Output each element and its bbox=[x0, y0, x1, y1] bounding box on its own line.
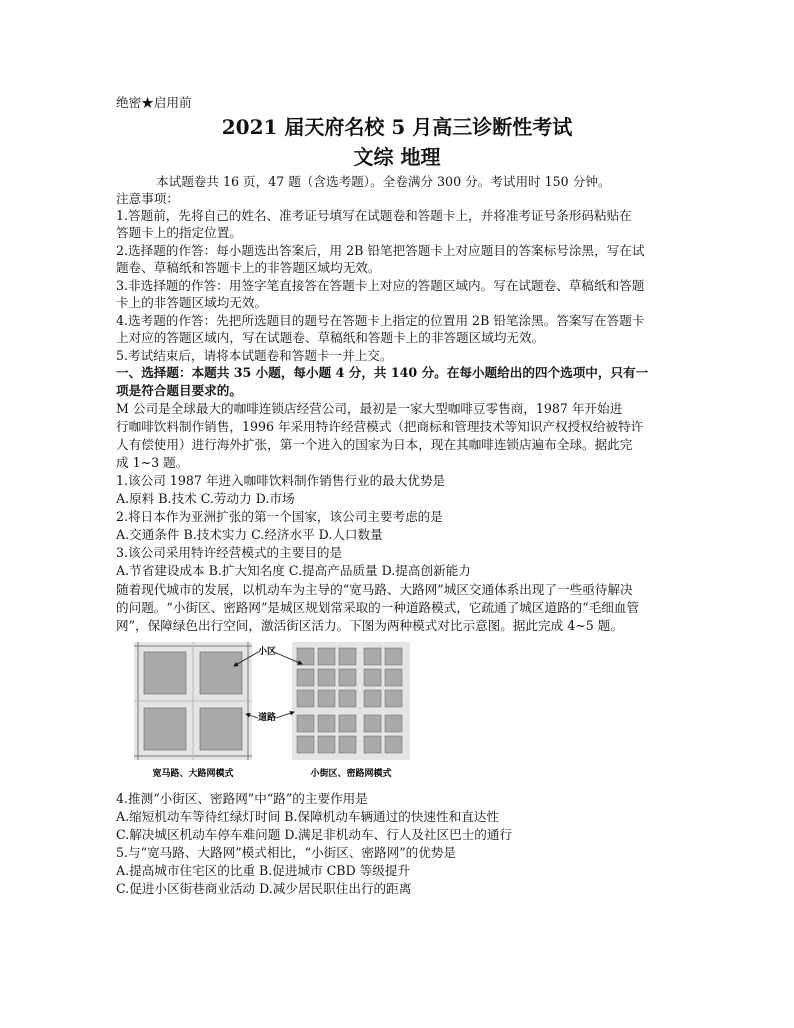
section-heading: 一、选择题：本题共 35 小题，每小题 4 分，共 140 分。在每小题给出的四个选项中，只有一 bbox=[116, 365, 649, 380]
section-heading: 项是符合题目要求的。 bbox=[116, 383, 242, 398]
exam-title: 2021 届天府名校 5 月高三诊断性考试 bbox=[221, 115, 573, 139]
note-line: 题卷、草稿纸和答题卡上的非答题区域均无效。 bbox=[116, 260, 381, 275]
caption-wide-road: 宽马路、大路网模式 bbox=[152, 769, 234, 779]
question-stem: 1.该公司 1987 年进入咖啡饮料制作销售行业的最大优势是 bbox=[116, 473, 446, 488]
intro-line: 本试题卷共 16 页，47 题（含选考题）。全卷满分 300 分。考试用时 150 分钟。 bbox=[156, 174, 611, 189]
notes-heading: 注意事项： bbox=[116, 191, 179, 206]
passage-line: 人有偿使用）进行海外扩张，第一个进入的国家为日本，现在其咖啡连锁店遍布全球。据此完 bbox=[116, 437, 633, 452]
subject-title: 文综 地理 bbox=[353, 145, 441, 169]
block-label: 小区 bbox=[258, 647, 277, 657]
note-line: 5.考试结束后，请将本试题卷和答题卡一并上交。 bbox=[116, 348, 393, 363]
dense-road-pattern bbox=[292, 642, 410, 760]
passage-line: M 公司是全球最大的咖啡连锁店经营公司，最初是一家大型咖啡豆零售商，1987 年开始进 bbox=[116, 401, 623, 416]
note-line: 3.非选择题的作答：用签字笔直接答在答题卡上对应的答题区域内。写在试题卷、草稿纸和答题 bbox=[116, 278, 645, 293]
caption-dense-road: 小街区、密路网模式 bbox=[310, 769, 392, 779]
note-line: 2.选择题的作答：每小题选出答案后，用 2B 铅笔把答题卡上对应题目的答案标号涂黑，写在试 bbox=[116, 243, 645, 258]
passage-line: 行咖啡饮料制作销售，1996 年采用特许经营模式（把商标和管理技术等知识产权授权给被特许 bbox=[116, 419, 644, 434]
large-block bbox=[144, 652, 186, 694]
note-line: 卡上的非答题区域均无效。 bbox=[116, 295, 268, 310]
question-options: A.原料 B.技术 C.劳动力 D.市场 bbox=[116, 491, 295, 506]
question-stem: 2.将日本作为亚洲扩张的第一个国家，该公司主要考虑的是 bbox=[116, 509, 443, 524]
question-stem: 5.与“宽马路、大路网”模式相比，“小街区、密路网”的优势是 bbox=[116, 845, 457, 860]
passage-line: 的问题。“小街区、密路网”是城区规划常采取的一种道路模式，它疏通了城区道路的“毛细血管 bbox=[116, 600, 640, 615]
wide-road-pattern bbox=[134, 642, 252, 760]
question-options: C.解决城区机动车停车难问题 D.满足非机动车、行人及社区巴士的通行 bbox=[116, 827, 513, 842]
question-options: C.促进小区街巷商业活动 D.减少居民职住出行的距离 bbox=[116, 881, 412, 896]
note-line: 1.答题前，先将自己的姓名、准考证号填写在试题卷和答题卡上，并将准考证号条形码粘贴在 bbox=[116, 208, 632, 223]
note-line: 答题卡上的指定位置。 bbox=[116, 225, 242, 240]
passage-line: 网”，保障绿色出行空间，激活街区活力。下图为两种模式对比示意图。据此完成 4~5 题。 bbox=[116, 618, 623, 633]
road-label: 道路 bbox=[258, 713, 277, 723]
road-pattern-diagram bbox=[134, 642, 414, 782]
note-line: 上对应的答题区域内，写在试题卷、草稿纸和答题卡上的非答题区域均无效。 bbox=[116, 330, 545, 345]
passage-line: 成 1~3 题。 bbox=[116, 455, 189, 470]
note-line: 4.选考题的作答：先把所选题目的题号在答题卡上指定的位置用 2B 铅笔涂黑。答案写在答题卡 bbox=[116, 313, 645, 328]
confidential-mark: 绝密★启用前 bbox=[116, 95, 192, 110]
question-options: A.节省建设成本 B.扩大知名度 C.提高产品质量 D.提高创新能力 bbox=[116, 563, 471, 578]
question-options: A.提高城市住宅区的比重 B.促进城市 CBD 等级提升 bbox=[116, 863, 411, 878]
question-options: A.交通条件 B.技术实力 C.经济水平 D.人口数量 bbox=[116, 527, 383, 542]
large-block bbox=[200, 708, 242, 750]
question-stem: 4.推测“小街区、密路网”中“路”的主要作用是 bbox=[116, 791, 368, 806]
question-stem: 3.该公司采用特许经营模式的主要目的是 bbox=[116, 545, 343, 560]
large-block bbox=[144, 708, 186, 750]
passage-line: 随着现代城市的发展，以机动车为主导的“宽马路、大路网”城区交通体系出现了一些亟待解决 bbox=[116, 582, 633, 597]
large-block bbox=[200, 652, 242, 694]
question-options: A.缩短机动车等待红绿灯时间 B.保障机动车辆通过的快速性和直达性 bbox=[116, 809, 499, 824]
